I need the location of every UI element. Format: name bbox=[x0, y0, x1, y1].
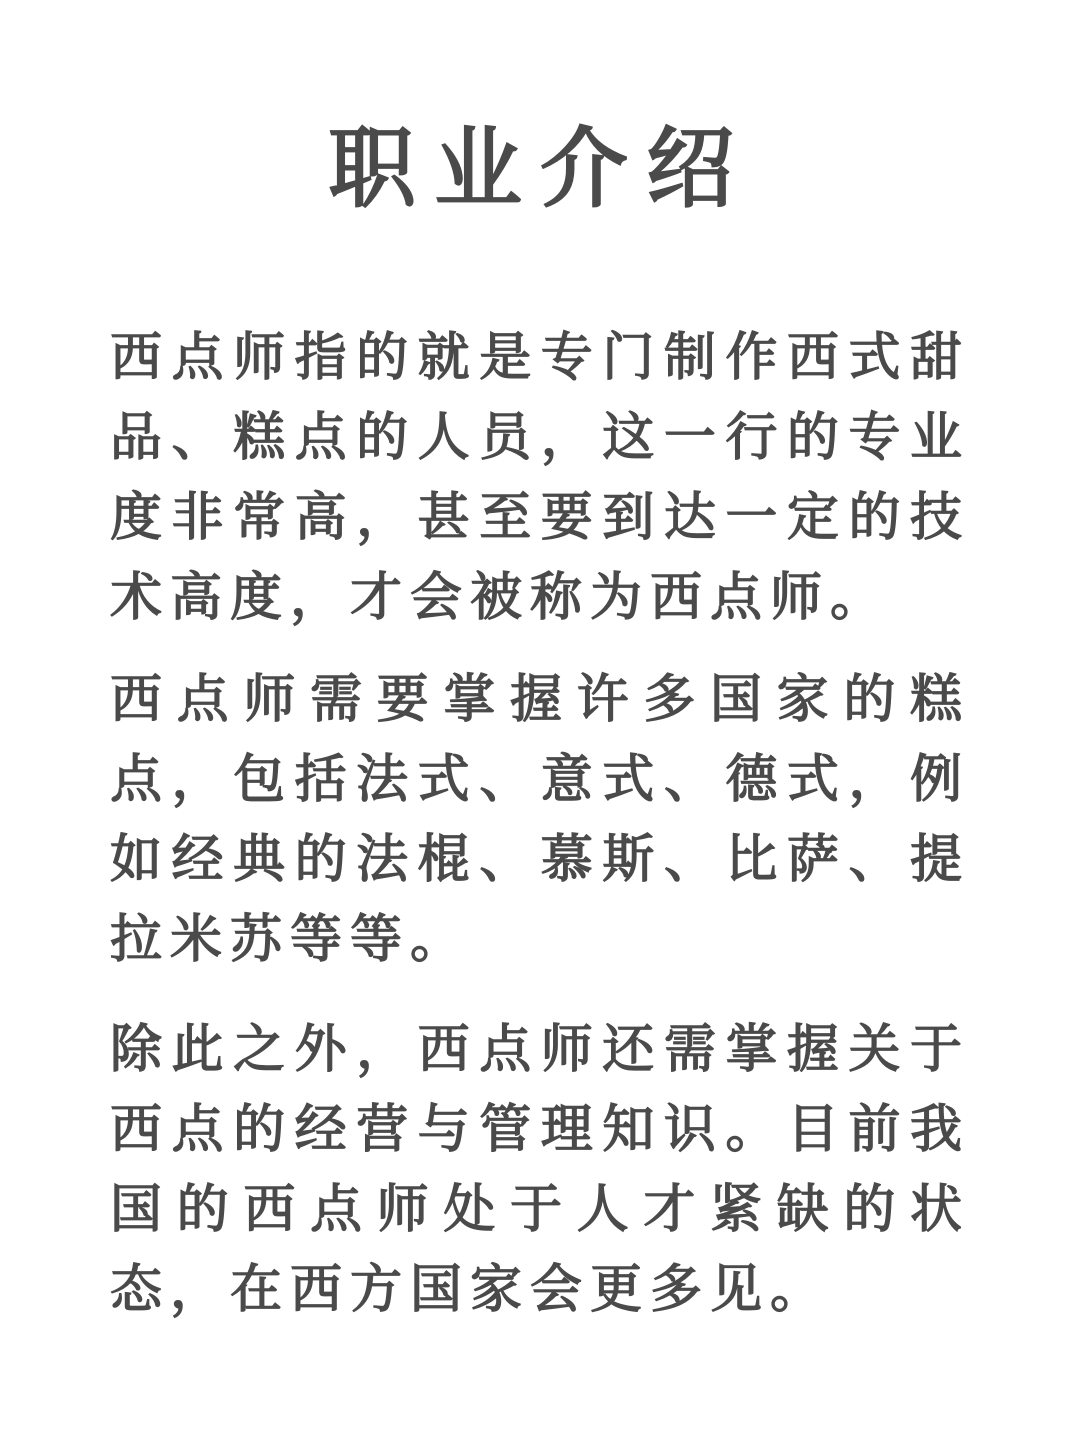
paragraph-1: 西点师指的就是专门制作西式甜品、糕点的人员，这一行的专业度非常高，甚至要到达一定的技术高度，才会被称为西点师。 bbox=[110, 327, 970, 628]
page-title: 职业介绍 bbox=[327, 116, 752, 220]
paragraph-3: 除此之外，西点师还需掌握关于西点的经营与管理知识。目前我国的西点师处于人才紧缺的状态，在西方国家会更多见。 bbox=[110, 1019, 970, 1320]
paragraph-2: 西点师需要掌握许多国家的糕点，包括法式、意式、德式，例如经典的法棍、慕斯、比萨、提拉米苏等等。 bbox=[110, 669, 970, 970]
